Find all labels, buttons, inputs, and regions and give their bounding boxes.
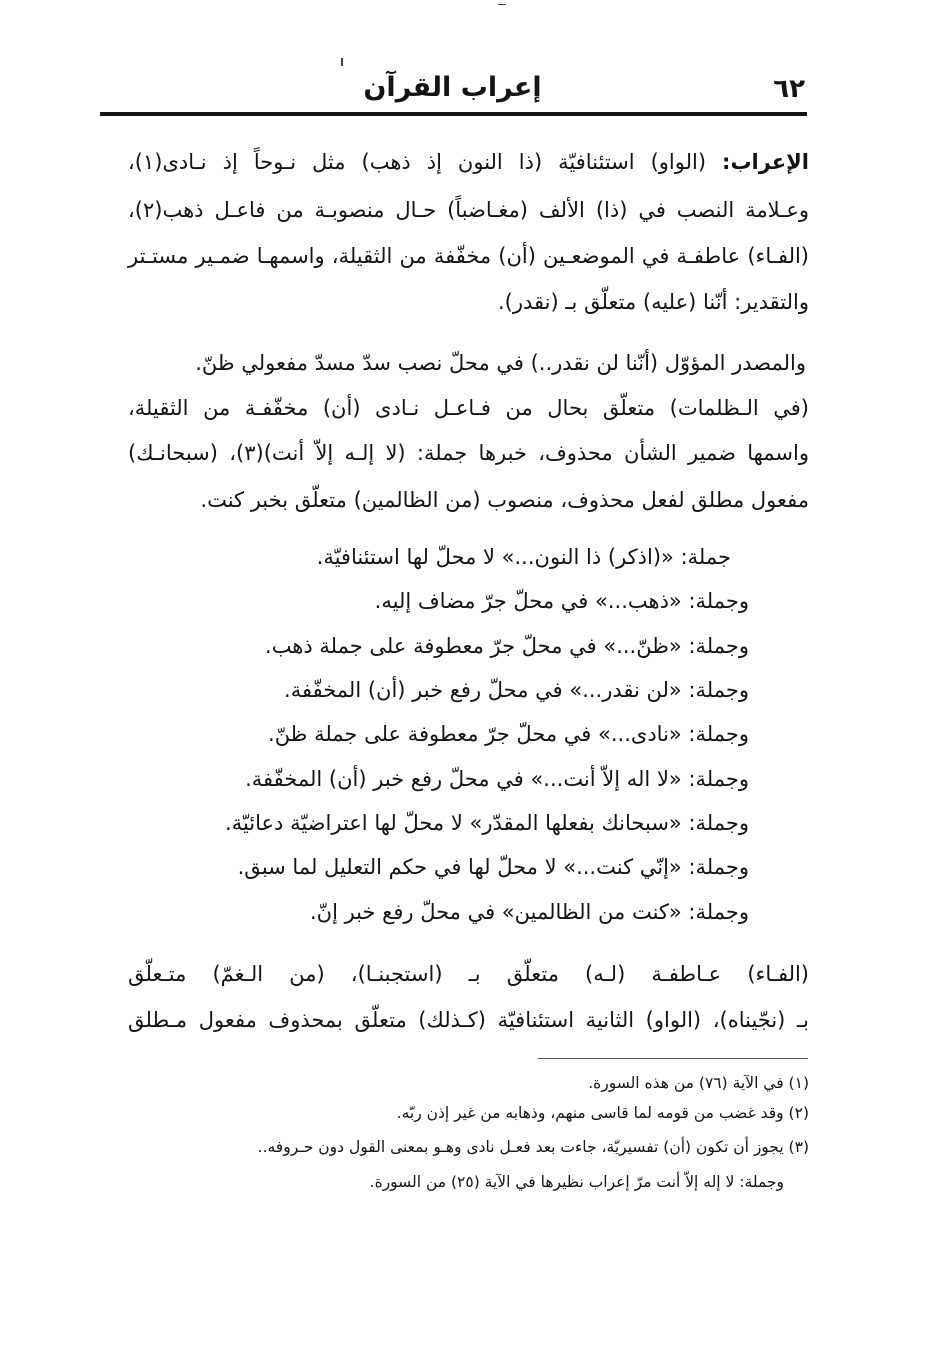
footnote-3-continued: وجملة: لا إله إلاّ أنت مرّ إعراب نظيرها في الآية (٢٥) من السورة.	[369, 1173, 784, 1191]
sentence-line: وجملة: «إنّي كنت...» لا محلّ لها في حكم التعليل لما سبق.	[237, 855, 749, 879]
running-header	[100, 72, 805, 112]
irab-label: الإعراب:	[722, 150, 809, 174]
body-line: الإعراب: (الواو) استئنافيّة (ذا النون إذ ذهب) مثل نـوحاً إذ نـادى(١)،	[128, 150, 809, 174]
page-number: ٦٢	[773, 74, 805, 104]
footnote-rule	[538, 1058, 808, 1059]
sentence-line: جملة: «(اذكر) ذا النون...» لا محلّ لها استئنافيّة.	[316, 545, 731, 569]
footnote-3: (٣) يجوز أن تكون (أن) تفسيريّة، جاءت بعد فعـل نادى وهـو بمعنى القول دون حـروفه..	[257, 1138, 809, 1156]
sentence-line: وجملة: «ذهب...» في محلّ جرّ مضاف إليه.	[374, 589, 749, 613]
sentence-line: وجملة: «لا اله إلاّ أنت...» في محلّ رفع خبر (أن) المخفّفة.	[245, 767, 749, 791]
sentence-line: وجملة: «كنت من الظالمين» في محلّ رفع خبر إنّ.	[309, 900, 749, 924]
body-line: والتقدير: أنّنا (عليه) متعلّق بـ (نقدر).	[498, 290, 809, 314]
header-rule	[100, 112, 807, 116]
body-line: وعـلامة النصب في (ذا) الألف (مغـاضباً) حـال منصوبـة من فاعـل ذهب(٢)،	[128, 198, 809, 222]
body-line: واسمها ضمير الشأن محذوف، خبرها جملة: (لا إلـه إلاّ أنت)(٣)، (سبحانـك)	[128, 441, 809, 465]
body-line: (الفـاء) عـاطفـة (لـه) متعلّق بـ (استجبنـا)، (من الـغمّ) متـعلّق	[128, 962, 809, 986]
sentence-line: وجملة: «ظنّ...» في محلّ جرّ معطوفة على جملة ذهب.	[265, 634, 749, 658]
body-line: (الفـاء) عاطفـة في الموضعـين (أن) مخفّفة من الثقيلة، واسمهـا ضمـير مستـتر	[128, 244, 809, 268]
page-title: إعراب القرآن	[363, 72, 542, 103]
sentence-line: وجملة: «لن نقدر...» في محلّ رفع خبر (أن) المخفّفة.	[284, 678, 749, 702]
body-line: (في الـظلمات) متعلّق بحال من فـاعـل نـادى (أن) مخفّفـة من الثقيلة،	[128, 396, 809, 420]
body-line: مفعول مطلق لفعل محذوف، منصوب (من الظالمين) متعلّق بخبر كنت.	[200, 488, 809, 512]
body-line: والمصدر المؤوّل (أنّنا لن نقدر..) في محلّ نصب سدّ مسدّ مفعولي ظنّ.	[195, 351, 806, 375]
body-line: بـ (نجّيناه)، (الواو) الثانية استئنافيّة (كـذلك) متعلّق بمحذوف مفعول مـطلق	[128, 1008, 809, 1032]
footnote-1: (١) في الآية (٧٦) من هذه السورة.	[588, 1074, 809, 1092]
scan-speck	[498, 4, 506, 5]
sentence-line: وجملة: «سبحانك بفعلها المقدّر» لا محلّ لها اعتراضيّة دعائيّة.	[225, 811, 749, 835]
footnote-2: (٢) وقد غضب من قومه لما قاسى منهم، وذهابه من غير إذن ربّه.	[396, 1104, 809, 1122]
scan-speck	[341, 58, 343, 66]
sentence-line: وجملة: «نادى...» في محلّ جرّ معطوفة على جملة ظنّ.	[268, 722, 749, 746]
